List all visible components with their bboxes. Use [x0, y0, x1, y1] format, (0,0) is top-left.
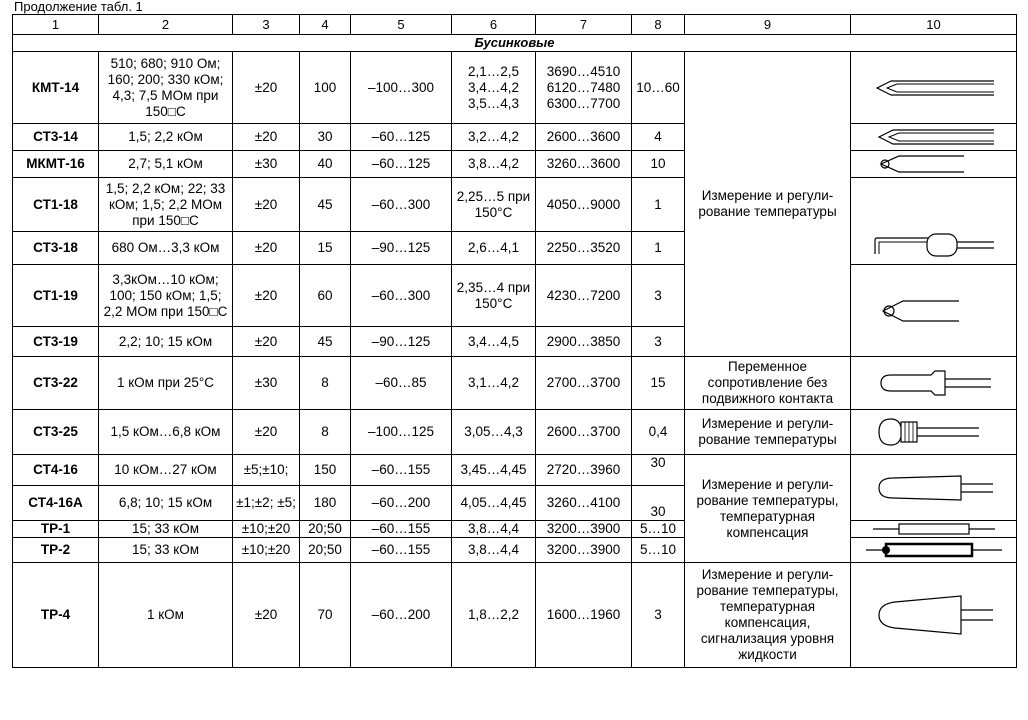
purpose-cell: Измерение и регули-рование температуры [685, 410, 851, 455]
time-constant-cell: 1 [632, 178, 685, 232]
power-cell: 100 [300, 52, 351, 124]
image-cell [851, 52, 1017, 124]
resistance-cell: 680 Ом…3,3 кОм [99, 232, 233, 265]
alpha-cell: 1,8…2,2 [452, 563, 536, 668]
tolerance-cell: ±5;±10; [233, 455, 300, 486]
b-constant-cell [536, 52, 632, 124]
col-header: 7 [536, 15, 632, 35]
thermistor-probe-icon [869, 368, 999, 398]
b-constant-cell: 2250…3520 [536, 232, 632, 265]
alpha-cell: 3,05…4,3 [452, 410, 536, 455]
tolerance-cell: ±1;±2; ±5; [233, 486, 300, 521]
alpha-value: 2,1…2,5 [467, 63, 520, 79]
temp-range-cell: –60…155 [351, 538, 452, 563]
tolerance-cell: ±10;±20 [233, 521, 300, 538]
resistance-cell: 510; 680; 910 Ом; 160; 200; 330 кОм; 4,3; 7,5 МОм при 150□С [99, 52, 233, 124]
time-constant-cell: 30 [632, 486, 685, 521]
b-value: 6300…7700 [546, 95, 621, 111]
group-label: Бусинковые [13, 35, 1017, 52]
thermistor-table [12, 14, 1017, 668]
temp-range-cell: –60…125 [351, 151, 452, 178]
table-caption: Продолжение табл. 1 [14, 0, 143, 14]
tolerance-cell: ±20 [233, 410, 300, 455]
power-cell: 45 [300, 178, 351, 232]
alpha-cell: 2,25…5 при 150°С [452, 178, 536, 232]
model-name: МКМТ-16 [13, 151, 99, 178]
b-value: 3690…4510 [546, 63, 621, 79]
temp-range-cell: –90…125 [351, 327, 452, 357]
b-constant-cell: 2900…3850 [536, 327, 632, 357]
time-constant-cell: 5…10 [632, 538, 685, 563]
thermistor-loop-icon [869, 296, 999, 326]
image-cell [851, 563, 1017, 668]
thermistor-bead-icon [869, 230, 999, 264]
b-constant-cell: 3260…4100 [536, 486, 632, 521]
alpha-cell: 2,6…4,1 [452, 232, 536, 265]
table-row [13, 521, 1017, 538]
image-cell [851, 124, 1017, 151]
power-cell: 70 [300, 563, 351, 668]
image-cell [851, 178, 1017, 265]
table-row [13, 124, 1017, 151]
b-constant-cell: 3200…3900 [536, 521, 632, 538]
alpha-value: 3,5…4,3 [467, 95, 520, 111]
alpha-cell [452, 52, 536, 124]
thermistor-clamp-icon [869, 413, 999, 451]
model-name: ТР-2 [13, 538, 99, 563]
group-row [13, 35, 1017, 52]
table-row [13, 410, 1017, 455]
model-name: СТ1-18 [13, 178, 99, 232]
thermistor-tube-dark-icon [864, 540, 1004, 560]
model-name: СТ3-25 [13, 410, 99, 455]
alpha-cell: 3,8…4,2 [452, 151, 536, 178]
col-header: 8 [632, 15, 685, 35]
col-header: 9 [685, 15, 851, 35]
col-header: 4 [300, 15, 351, 35]
time-constant-cell: 5…10 [632, 521, 685, 538]
b-constant-cell: 2600…3700 [536, 410, 632, 455]
purpose-cell: Измерение и регули-рование температуры, температурная компенсация [685, 455, 851, 563]
resistance-cell: 2,7; 5,1 кОм [99, 151, 233, 178]
time-constant-cell: 1 [632, 232, 685, 265]
table-row [13, 455, 1017, 486]
b-constant-cell: 1600…1960 [536, 563, 632, 668]
table-row [13, 52, 1017, 124]
image-cell [851, 265, 1017, 357]
b-constant-cell: 2720…3960 [536, 455, 632, 486]
time-constant-cell: 10 [632, 151, 685, 178]
power-cell: 180 [300, 486, 351, 521]
model-name: ТР-1 [13, 521, 99, 538]
power-cell: 30 [300, 124, 351, 151]
purpose-cell: Измерение и регули-рование температуры, температурная компенсация, сигнализация уровня жидкости [685, 563, 851, 668]
time-constant-cell: 3 [632, 265, 685, 327]
power-cell: 40 [300, 151, 351, 178]
temp-range-cell: –60…200 [351, 563, 452, 668]
col-header: 10 [851, 15, 1017, 35]
b-constant-cell: 4050…9000 [536, 178, 632, 232]
power-cell: 20;50 [300, 538, 351, 563]
table-row [13, 357, 1017, 410]
col-header: 5 [351, 15, 452, 35]
image-cell [851, 357, 1017, 410]
model-name: СТ3-19 [13, 327, 99, 357]
power-cell: 8 [300, 410, 351, 455]
resistance-cell: 1,5; 2,2 кОм; 22; 33 кОм; 1,5; 2,2 МОм при 150□С [99, 178, 233, 232]
image-cell [851, 521, 1017, 538]
temp-range-cell: –60…125 [351, 124, 452, 151]
tolerance-cell: ±20 [233, 52, 300, 124]
tolerance-cell: ±20 [233, 563, 300, 668]
purpose-cell: Измерение и регули-рование температуры [685, 52, 851, 357]
resistance-cell: 6,8; 10; 15 кОм [99, 486, 233, 521]
b-constant-cell: 3260…3600 [536, 151, 632, 178]
time-constant-cell: 3 [632, 563, 685, 668]
thermistor-loop-icon [869, 153, 999, 175]
thermistor-cone-icon [869, 470, 999, 506]
power-cell: 8 [300, 357, 351, 410]
image-cell [851, 455, 1017, 521]
tolerance-cell: ±30 [233, 357, 300, 410]
resistance-cell: 1,5 кОм…6,8 кОм [99, 410, 233, 455]
header-row [13, 15, 1017, 35]
power-cell: 60 [300, 265, 351, 327]
model-name: СТ1-19 [13, 265, 99, 327]
b-constant-cell: 2600…3600 [536, 124, 632, 151]
table-row [13, 265, 1017, 327]
power-cell: 45 [300, 327, 351, 357]
model-name: СТ3-22 [13, 357, 99, 410]
time-constant-cell: 4 [632, 124, 685, 151]
model-name: ТР-4 [13, 563, 99, 668]
time-constant-cell: 0,4 [632, 410, 685, 455]
alpha-cell: 3,2…4,2 [452, 124, 536, 151]
temp-range-cell: –100…125 [351, 410, 452, 455]
col-header: 3 [233, 15, 300, 35]
resistance-cell: 10 кОм…27 кОм [99, 455, 233, 486]
purpose-cell: Переменное сопротивление без подвижного контакта [685, 357, 851, 410]
tolerance-cell: ±20 [233, 327, 300, 357]
b-constant-cell: 3200…3900 [536, 538, 632, 563]
col-header: 6 [452, 15, 536, 35]
temp-range-cell: –60…200 [351, 486, 452, 521]
thermistor-hairpin-icon [869, 76, 999, 100]
alpha-cell: 3,8…4,4 [452, 538, 536, 563]
b-constant-cell: 2700…3700 [536, 357, 632, 410]
resistance-cell: 1,5; 2,2 кОм [99, 124, 233, 151]
time-constant-cell: 15 [632, 357, 685, 410]
thermistor-cone-icon [869, 590, 999, 640]
time-constant-cell: 3 [632, 327, 685, 357]
b-constant-cell: 4230…7200 [536, 265, 632, 327]
time-constant-cell: 30 [632, 455, 685, 486]
image-cell [851, 151, 1017, 178]
temp-range-cell: –60…155 [351, 455, 452, 486]
alpha-cell: 2,35…4 при 150°С [452, 265, 536, 327]
alpha-cell: 3,8…4,4 [452, 521, 536, 538]
tolerance-cell: ±20 [233, 265, 300, 327]
resistance-cell: 1 кОм при 25°С [99, 357, 233, 410]
image-cell [851, 410, 1017, 455]
temp-range-cell: –100…300 [351, 52, 452, 124]
alpha-cell: 3,4…4,5 [452, 327, 536, 357]
temp-range-cell: –60…155 [351, 521, 452, 538]
resistance-cell: 15; 33 кОм [99, 521, 233, 538]
alpha-cell: 3,1…4,2 [452, 357, 536, 410]
table-row [13, 538, 1017, 563]
model-name: СТ4-16 [13, 455, 99, 486]
table-row [13, 563, 1017, 668]
temp-range-cell: –60…300 [351, 265, 452, 327]
table-row [13, 151, 1017, 178]
alpha-cell: 4,05…4,45 [452, 486, 536, 521]
tolerance-cell: ±20 [233, 232, 300, 265]
alpha-value: 3,4…4,2 [467, 79, 520, 95]
tolerance-cell: ±20 [233, 178, 300, 232]
tolerance-cell: ±10;±20 [233, 538, 300, 563]
power-cell: 20;50 [300, 521, 351, 538]
thermistor-hairpin-icon [869, 127, 999, 147]
model-name: КМТ-14 [13, 52, 99, 124]
resistance-cell: 3,3кОм…10 кОм; 100; 150 кОм; 1,5; 2,2 МОм при 150□С [99, 265, 233, 327]
alpha-cell: 3,45…4,45 [452, 455, 536, 486]
time-constant-cell: 10…60 [632, 52, 685, 124]
resistance-cell: 1 кОм [99, 563, 233, 668]
model-name: СТ3-14 [13, 124, 99, 151]
resistance-cell: 15; 33 кОм [99, 538, 233, 563]
power-cell: 150 [300, 455, 351, 486]
col-header: 2 [99, 15, 233, 35]
model-name: СТ3-18 [13, 232, 99, 265]
tolerance-cell: ±30 [233, 151, 300, 178]
model-name: СТ4-16А [13, 486, 99, 521]
tolerance-cell: ±20 [233, 124, 300, 151]
table-row [13, 178, 1017, 232]
thermistor-tube-icon [869, 522, 999, 536]
temp-range-cell: –60…300 [351, 178, 452, 232]
image-cell [851, 538, 1017, 563]
power-cell: 15 [300, 232, 351, 265]
temp-range-cell: –60…85 [351, 357, 452, 410]
col-header: 1 [13, 15, 99, 35]
b-value: 6120…7480 [546, 79, 621, 95]
temp-range-cell: –90…125 [351, 232, 452, 265]
resistance-cell: 2,2; 10; 15 кОм [99, 327, 233, 357]
